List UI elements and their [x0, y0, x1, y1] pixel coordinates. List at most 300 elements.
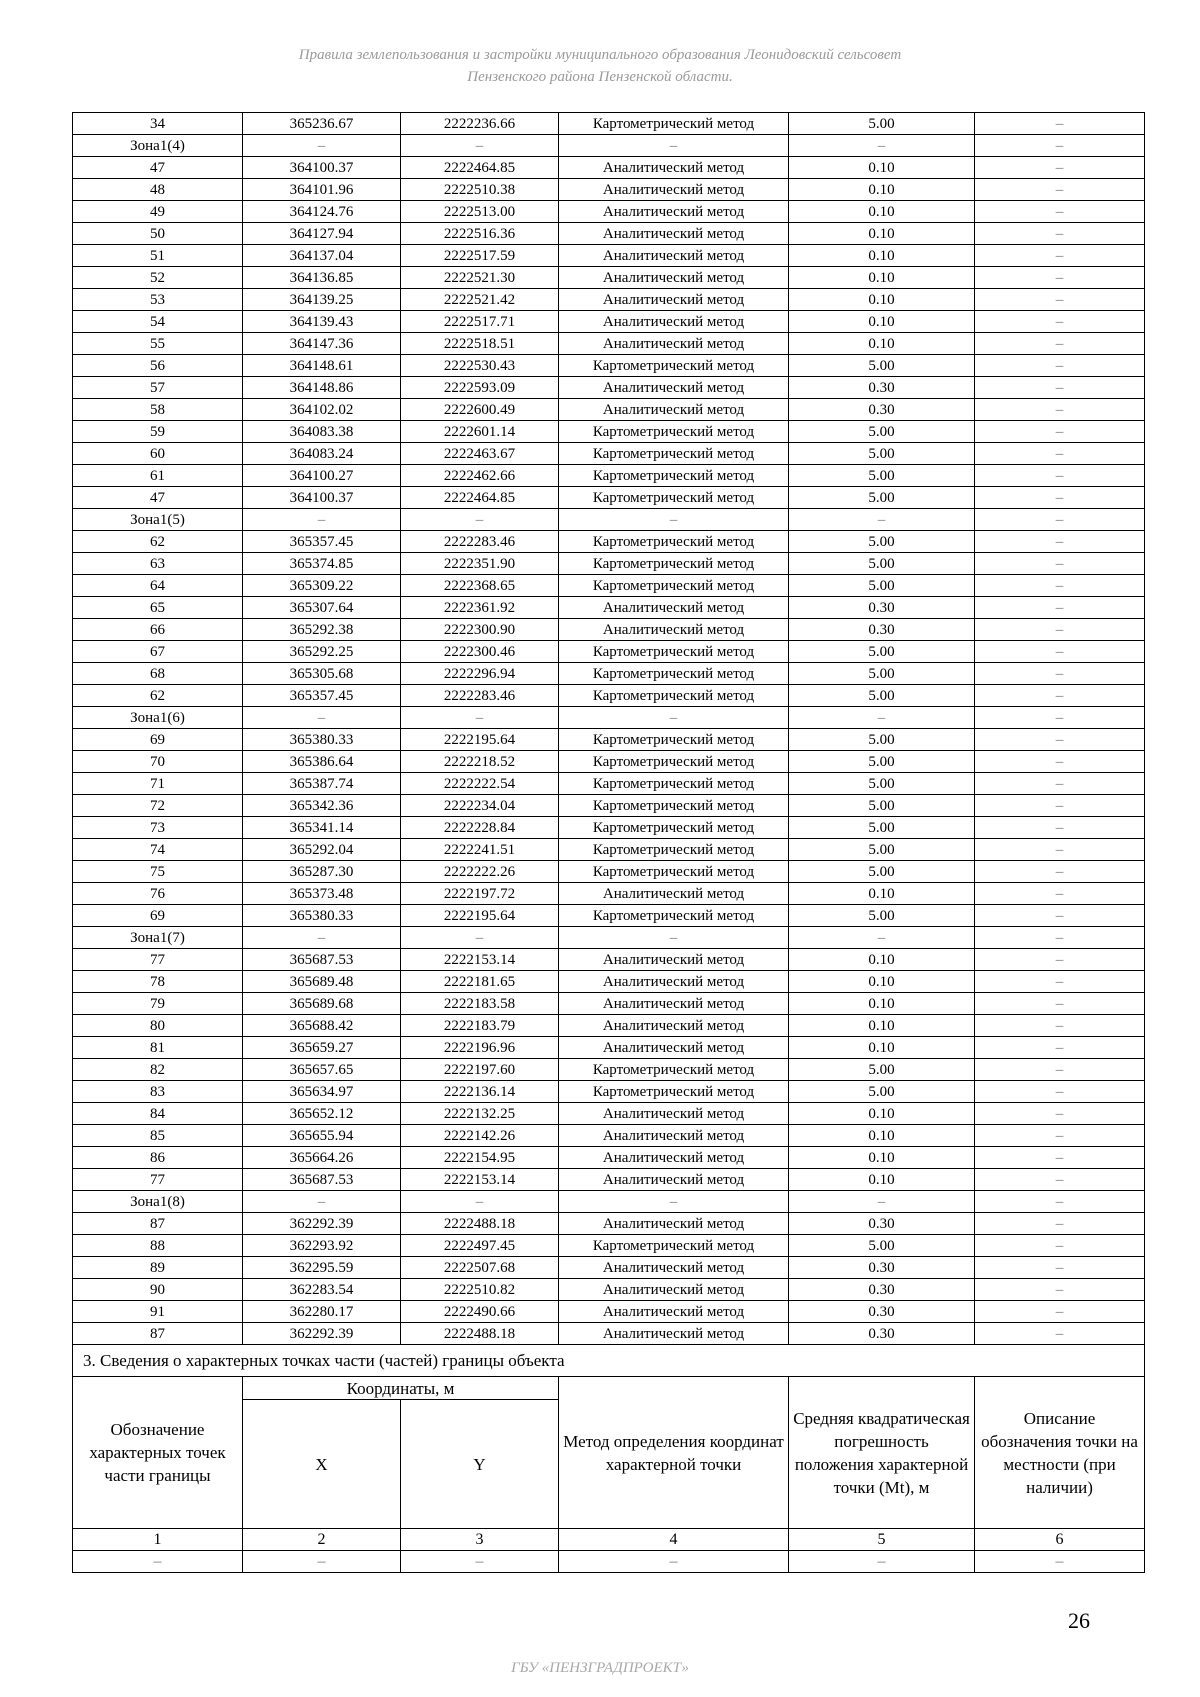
table-row: [73, 289, 1145, 311]
y-cell: 2222153.14: [401, 1169, 559, 1191]
description-cell: –: [975, 1037, 1145, 1059]
method-cell: Картометрический метод: [559, 641, 789, 663]
x-cell: 365634.97: [243, 1081, 401, 1103]
error-cell: 5.00: [789, 421, 975, 443]
y-cell: 2222488.18: [401, 1213, 559, 1235]
y-cell: 2222513.00: [401, 201, 559, 223]
x-cell: 365687.53: [243, 1169, 401, 1191]
point-id-cell: 67: [73, 641, 243, 663]
method-cell: Картометрический метод: [559, 685, 789, 707]
x-cell: 365305.68: [243, 663, 401, 685]
description-cell: –: [975, 1015, 1145, 1037]
table-row: [73, 443, 1145, 465]
y-cell: 2222488.18: [401, 1323, 559, 1345]
coordinates-table: [72, 112, 1145, 1345]
method-cell: Аналитический метод: [559, 971, 789, 993]
description-cell: –: [975, 707, 1145, 729]
description-cell: –: [975, 1169, 1145, 1191]
error-cell: 0.10: [789, 1015, 975, 1037]
table-row: [73, 333, 1145, 355]
table-row: [73, 1257, 1145, 1279]
method-cell: Картометрический метод: [559, 1235, 789, 1257]
point-id-cell: 78: [73, 971, 243, 993]
x-cell: 364127.94: [243, 223, 401, 245]
method-cell: Картометрический метод: [559, 905, 789, 927]
error-cell: 5.00: [789, 641, 975, 663]
table-row: [73, 1015, 1145, 1037]
x-cell: –: [243, 1191, 401, 1213]
y-cell: 2222518.51: [401, 333, 559, 355]
point-id-cell: 86: [73, 1147, 243, 1169]
x-cell: 365236.67: [243, 113, 401, 135]
table-row: [73, 641, 1145, 663]
empty-cell: –: [559, 1551, 789, 1573]
header-line-1: Правила землепользования и застройки муниципального образования Леонидовский сельсовет: [298, 47, 902, 63]
point-id-cell: 74: [73, 839, 243, 861]
x-cell: 362292.39: [243, 1213, 401, 1235]
error-cell: 0.30: [789, 1257, 975, 1279]
point-id-cell: 81: [73, 1037, 243, 1059]
method-cell: Аналитический метод: [559, 949, 789, 971]
column-number: 4: [559, 1529, 789, 1551]
description-cell: –: [975, 883, 1145, 905]
col-method-header: Метод определения координат характерной точки: [559, 1377, 789, 1529]
description-cell: –: [975, 267, 1145, 289]
x-cell: 364100.37: [243, 487, 401, 509]
x-cell: 365307.64: [243, 597, 401, 619]
y-cell: 2222196.96: [401, 1037, 559, 1059]
description-cell: –: [975, 289, 1145, 311]
method-cell: Аналитический метод: [559, 1169, 789, 1191]
section-3-caption: 3. Сведения о характерных точках части (частей) границы объекта: [73, 1345, 1145, 1377]
point-id-cell: 59: [73, 421, 243, 443]
description-cell: –: [975, 1213, 1145, 1235]
method-cell: Картометрический метод: [559, 113, 789, 135]
table-row: [73, 465, 1145, 487]
x-cell: 365652.12: [243, 1103, 401, 1125]
description-cell: –: [975, 465, 1145, 487]
error-cell: 0.10: [789, 201, 975, 223]
method-cell: Картометрический метод: [559, 751, 789, 773]
error-cell: 5.00: [789, 487, 975, 509]
description-cell: –: [975, 1059, 1145, 1081]
x-cell: 365659.27: [243, 1037, 401, 1059]
description-cell: –: [975, 905, 1145, 927]
description-cell: –: [975, 729, 1145, 751]
x-cell: 362295.59: [243, 1257, 401, 1279]
method-cell: Аналитический метод: [559, 1125, 789, 1147]
description-cell: –: [975, 311, 1145, 333]
description-cell: –: [975, 817, 1145, 839]
y-cell: 2222181.65: [401, 971, 559, 993]
y-cell: 2222195.64: [401, 905, 559, 927]
method-cell: Аналитический метод: [559, 311, 789, 333]
error-cell: 5.00: [789, 531, 975, 553]
col-description-header: Описание обозначения точки на местности (при наличии): [975, 1377, 1145, 1529]
column-number: 3: [401, 1529, 559, 1551]
description-cell: –: [975, 1257, 1145, 1279]
x-cell: 364102.02: [243, 399, 401, 421]
table-row: [73, 1125, 1145, 1147]
point-id-cell: 82: [73, 1059, 243, 1081]
column-number: 5: [789, 1529, 975, 1551]
table-row: [73, 773, 1145, 795]
table-row: [73, 1059, 1145, 1081]
point-id-cell: 73: [73, 817, 243, 839]
y-cell: 2222222.54: [401, 773, 559, 795]
table-row: [73, 179, 1145, 201]
error-cell: 0.10: [789, 1147, 975, 1169]
point-id-cell: 53: [73, 289, 243, 311]
description-cell: –: [975, 531, 1145, 553]
y-cell: 2222222.26: [401, 861, 559, 883]
y-cell: 2222183.79: [401, 1015, 559, 1037]
error-cell: 5.00: [789, 1081, 975, 1103]
x-cell: 364139.43: [243, 311, 401, 333]
column-number: 6: [975, 1529, 1145, 1551]
description-cell: –: [975, 949, 1145, 971]
description-cell: –: [975, 333, 1145, 355]
x-cell: 365380.33: [243, 905, 401, 927]
description-cell: –: [975, 861, 1145, 883]
error-cell: 0.30: [789, 399, 975, 421]
zone-row: [73, 927, 1145, 949]
table-row: [73, 751, 1145, 773]
page-footer: ГБУ «ПЕНЗГРАДПРОЕКТ»: [511, 1660, 689, 1676]
error-cell: 5.00: [789, 465, 975, 487]
table-row: [73, 1279, 1145, 1301]
error-cell: 0.30: [789, 1279, 975, 1301]
description-cell: –: [975, 1323, 1145, 1345]
table-row: [73, 817, 1145, 839]
point-id-cell: 62: [73, 685, 243, 707]
description-cell: –: [975, 113, 1145, 135]
table-row: [73, 355, 1145, 377]
error-cell: 5.00: [789, 861, 975, 883]
method-cell: Картометрический метод: [559, 531, 789, 553]
description-cell: –: [975, 1279, 1145, 1301]
description-cell: –: [975, 135, 1145, 157]
x-cell: 365687.53: [243, 949, 401, 971]
method-cell: Аналитический метод: [559, 333, 789, 355]
point-id-cell: 77: [73, 1169, 243, 1191]
y-cell: 2222183.58: [401, 993, 559, 1015]
y-cell: 2222241.51: [401, 839, 559, 861]
error-cell: 0.30: [789, 377, 975, 399]
method-cell: Аналитический метод: [559, 1015, 789, 1037]
method-cell: Аналитический метод: [559, 223, 789, 245]
point-id-cell: 65: [73, 597, 243, 619]
method-cell: Аналитический метод: [559, 179, 789, 201]
point-id-cell: 69: [73, 729, 243, 751]
table-row: [73, 157, 1145, 179]
y-cell: 2222464.85: [401, 487, 559, 509]
y-cell: 2222142.26: [401, 1125, 559, 1147]
x-cell: 365655.94: [243, 1125, 401, 1147]
description-cell: –: [975, 553, 1145, 575]
table-row: [73, 1037, 1145, 1059]
x-cell: 362293.92: [243, 1235, 401, 1257]
error-cell: 5.00: [789, 817, 975, 839]
method-cell: Картометрический метод: [559, 355, 789, 377]
description-cell: –: [975, 377, 1145, 399]
x-cell: 364139.25: [243, 289, 401, 311]
x-cell: –: [243, 927, 401, 949]
x-cell: 364100.27: [243, 465, 401, 487]
point-id-cell: 87: [73, 1213, 243, 1235]
y-cell: 2222517.71: [401, 311, 559, 333]
description-cell: –: [975, 575, 1145, 597]
x-cell: –: [243, 135, 401, 157]
error-cell: 5.00: [789, 113, 975, 135]
method-cell: Картометрический метод: [559, 443, 789, 465]
point-id-cell: 77: [73, 949, 243, 971]
point-id-cell: 34: [73, 113, 243, 135]
point-id-cell: 91: [73, 1301, 243, 1323]
table-row: [73, 861, 1145, 883]
method-cell: Аналитический метод: [559, 619, 789, 641]
error-cell: 5.00: [789, 751, 975, 773]
x-cell: 365689.48: [243, 971, 401, 993]
point-id-cell: 72: [73, 795, 243, 817]
point-id-cell: 54: [73, 311, 243, 333]
method-cell: –: [559, 1191, 789, 1213]
y-cell: 2222462.66: [401, 465, 559, 487]
error-cell: 5.00: [789, 443, 975, 465]
x-cell: 365387.74: [243, 773, 401, 795]
y-cell: 2222195.64: [401, 729, 559, 751]
description-cell: –: [975, 685, 1145, 707]
method-cell: Картометрический метод: [559, 729, 789, 751]
point-id-cell: 48: [73, 179, 243, 201]
point-id-cell: 90: [73, 1279, 243, 1301]
method-cell: Аналитический метод: [559, 267, 789, 289]
description-cell: –: [975, 795, 1145, 817]
table-row: [73, 1235, 1145, 1257]
description-cell: –: [975, 1235, 1145, 1257]
description-cell: –: [975, 245, 1145, 267]
x-cell: 365373.48: [243, 883, 401, 905]
table-row: [73, 729, 1145, 751]
error-cell: 5.00: [789, 685, 975, 707]
zone-row: [73, 707, 1145, 729]
method-cell: Аналитический метод: [559, 245, 789, 267]
x-cell: 364101.96: [243, 179, 401, 201]
empty-cell: –: [243, 1551, 401, 1573]
description-cell: –: [975, 223, 1145, 245]
point-id-cell: 88: [73, 1235, 243, 1257]
x-cell: 365287.30: [243, 861, 401, 883]
table-row: [73, 113, 1145, 135]
table-row: [73, 905, 1145, 927]
table-row: [73, 883, 1145, 905]
method-cell: Аналитический метод: [559, 377, 789, 399]
col-error-header: Средняя квадратическая погрешность положения характерной точки (Mt), м: [789, 1377, 975, 1529]
y-cell: 2222601.14: [401, 421, 559, 443]
error-cell: 5.00: [789, 553, 975, 575]
y-cell: 2222234.04: [401, 795, 559, 817]
x-cell: 365292.38: [243, 619, 401, 641]
x-cell: 364083.24: [243, 443, 401, 465]
y-cell: –: [401, 509, 559, 531]
x-cell: 362280.17: [243, 1301, 401, 1323]
header-line-2: Пензенского района Пензенской области.: [467, 69, 733, 85]
description-cell: –: [975, 597, 1145, 619]
error-cell: 5.00: [789, 1059, 975, 1081]
error-cell: 0.10: [789, 949, 975, 971]
x-cell: 365374.85: [243, 553, 401, 575]
y-cell: 2222521.42: [401, 289, 559, 311]
x-cell: 365386.64: [243, 751, 401, 773]
y-cell: 2222236.66: [401, 113, 559, 135]
point-id-cell: 61: [73, 465, 243, 487]
y-cell: 2222517.59: [401, 245, 559, 267]
point-id-cell: 55: [73, 333, 243, 355]
description-cell: –: [975, 1125, 1145, 1147]
x-cell: 365341.14: [243, 817, 401, 839]
y-cell: 2222154.95: [401, 1147, 559, 1169]
description-cell: –: [975, 157, 1145, 179]
table-row: [73, 223, 1145, 245]
table-row: [73, 311, 1145, 333]
point-id-cell: 71: [73, 773, 243, 795]
error-cell: 0.10: [789, 179, 975, 201]
x-cell: 364137.04: [243, 245, 401, 267]
method-cell: Аналитический метод: [559, 1103, 789, 1125]
point-id-cell: 68: [73, 663, 243, 685]
col-designation-header: Обозначение характерных точек части границы: [73, 1377, 243, 1529]
y-cell: 2222296.94: [401, 663, 559, 685]
point-id-cell: 62: [73, 531, 243, 553]
col-coords-header: Координаты, м: [243, 1377, 559, 1400]
point-id-cell: 66: [73, 619, 243, 641]
table-row: [73, 421, 1145, 443]
point-id-cell: 52: [73, 267, 243, 289]
y-cell: 2222507.68: [401, 1257, 559, 1279]
point-id-cell: 50: [73, 223, 243, 245]
x-cell: 365688.42: [243, 1015, 401, 1037]
description-cell: –: [975, 773, 1145, 795]
method-cell: Аналитический метод: [559, 1257, 789, 1279]
error-cell: 5.00: [789, 1235, 975, 1257]
y-cell: 2222218.52: [401, 751, 559, 773]
table-row: [73, 553, 1145, 575]
col-x-header: X: [243, 1400, 401, 1529]
y-cell: 2222530.43: [401, 355, 559, 377]
y-cell: 2222510.82: [401, 1279, 559, 1301]
point-id-cell: 63: [73, 553, 243, 575]
error-cell: 0.10: [789, 333, 975, 355]
point-id-cell: Зона1(5): [73, 509, 243, 531]
method-cell: Аналитический метод: [559, 289, 789, 311]
table-row: [73, 993, 1145, 1015]
point-id-cell: 75: [73, 861, 243, 883]
method-cell: Аналитический метод: [559, 1147, 789, 1169]
y-cell: 2222132.25: [401, 1103, 559, 1125]
x-cell: 365292.04: [243, 839, 401, 861]
description-cell: –: [975, 399, 1145, 421]
table-row: [73, 1169, 1145, 1191]
col-y-header: Y: [401, 1400, 559, 1529]
error-cell: 0.10: [789, 1169, 975, 1191]
table-row: [73, 795, 1145, 817]
column-number: 1: [73, 1529, 243, 1551]
table-row: [73, 1323, 1145, 1345]
method-cell: Аналитический метод: [559, 201, 789, 223]
point-id-cell: 60: [73, 443, 243, 465]
method-cell: Аналитический метод: [559, 1037, 789, 1059]
point-id-cell: 79: [73, 993, 243, 1015]
table-row: [73, 619, 1145, 641]
table-row: [73, 531, 1145, 553]
table-row: [73, 1301, 1145, 1323]
method-cell: Аналитический метод: [559, 597, 789, 619]
method-cell: Аналитический метод: [559, 1301, 789, 1323]
coordinates-table-body: [73, 113, 1145, 1345]
method-cell: Картометрический метод: [559, 773, 789, 795]
method-cell: Картометрический метод: [559, 663, 789, 685]
description-cell: –: [975, 1301, 1145, 1323]
x-cell: 365292.25: [243, 641, 401, 663]
method-cell: Аналитический метод: [559, 1213, 789, 1235]
point-id-cell: 76: [73, 883, 243, 905]
point-id-cell: 58: [73, 399, 243, 421]
method-cell: Аналитический метод: [559, 399, 789, 421]
description-cell: –: [975, 927, 1145, 949]
error-cell: –: [789, 707, 975, 729]
boundary-part-points-table: [72, 1344, 1145, 1573]
y-cell: –: [401, 1191, 559, 1213]
method-cell: Аналитический метод: [559, 1279, 789, 1301]
error-cell: 0.10: [789, 1103, 975, 1125]
table-row: [73, 597, 1145, 619]
error-cell: 0.10: [789, 289, 975, 311]
error-cell: 0.30: [789, 1323, 975, 1345]
description-cell: –: [975, 487, 1145, 509]
error-cell: 5.00: [789, 729, 975, 751]
point-id-cell: Зона1(7): [73, 927, 243, 949]
y-cell: 2222283.46: [401, 531, 559, 553]
empty-cell: –: [401, 1551, 559, 1573]
method-cell: –: [559, 509, 789, 531]
error-cell: 0.10: [789, 993, 975, 1015]
point-id-cell: 56: [73, 355, 243, 377]
method-cell: Картометрический метод: [559, 487, 789, 509]
y-cell: 2222368.65: [401, 575, 559, 597]
y-cell: 2222351.90: [401, 553, 559, 575]
x-cell: 364083.38: [243, 421, 401, 443]
point-id-cell: Зона1(6): [73, 707, 243, 729]
y-cell: –: [401, 135, 559, 157]
method-cell: Картометрический метод: [559, 553, 789, 575]
method-cell: –: [559, 927, 789, 949]
error-cell: 5.00: [789, 575, 975, 597]
x-cell: 364148.61: [243, 355, 401, 377]
error-cell: 0.10: [789, 1037, 975, 1059]
table-row: [73, 487, 1145, 509]
error-cell: 0.30: [789, 597, 975, 619]
y-cell: 2222600.49: [401, 399, 559, 421]
description-cell: –: [975, 201, 1145, 223]
error-cell: 0.30: [789, 1213, 975, 1235]
point-id-cell: 69: [73, 905, 243, 927]
description-cell: –: [975, 1103, 1145, 1125]
point-id-cell: Зона1(8): [73, 1191, 243, 1213]
table-row: [73, 839, 1145, 861]
x-cell: 365664.26: [243, 1147, 401, 1169]
x-cell: 365689.68: [243, 993, 401, 1015]
x-cell: 364124.76: [243, 201, 401, 223]
